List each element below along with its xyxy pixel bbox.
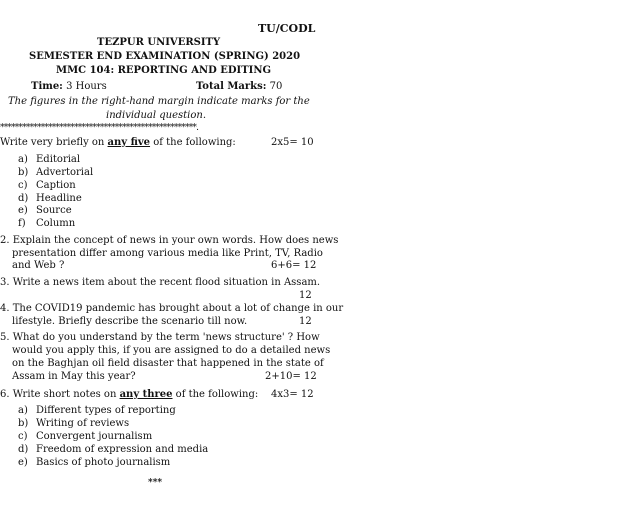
q4-line-2: lifestyle. Briefly describe the scenario till now.: [12, 316, 248, 327]
q4-marks: 12: [299, 316, 312, 327]
q6-item-text: Writing of reviews: [36, 418, 130, 429]
q1-item: d): [18, 193, 29, 204]
time-info: [31, 81, 107, 92]
q1-item: c): [18, 180, 28, 191]
q1-item-text: Editorial: [36, 154, 81, 165]
q2-line-3: and Web ?: [12, 260, 65, 271]
q3-marks: 12: [299, 290, 312, 301]
q5-line-1: 5. What do you understand by the term 'news structure' ? How: [0, 332, 320, 343]
q2-line-2: presentation differ among various media like Print, TV, Radio: [12, 248, 323, 259]
course-title: MMC 104: REPORTING AND EDITING: [56, 65, 272, 76]
q5-line-3: on the Baghjan oil field disaster that happened in the state of: [12, 358, 324, 369]
instruction-line-2: individual question.: [106, 110, 207, 121]
q6-item-text: Freedom of expression and media: [36, 444, 209, 455]
q1-item: f): [18, 218, 26, 229]
q6-item: c): [18, 431, 28, 442]
end-marker: ***: [148, 478, 163, 488]
q1-pre: Write very briefly on: [0, 137, 108, 148]
time-label: Time:: [31, 81, 63, 92]
time-value: 3 Hours: [66, 81, 107, 92]
exam-title: SEMESTER END EXAMINATION (SPRING) 2020: [29, 51, 301, 62]
question-6: [0, 389, 258, 400]
university-name: TEZPUR UNIVERSITY: [97, 37, 221, 48]
q6-post: of the following:: [172, 389, 259, 400]
q1-emphasis: any five: [107, 137, 151, 148]
q6-emphasis: any three: [119, 389, 173, 400]
q4-line-1: 4. The COVID19 pandemic has brought about a lot of change in our: [0, 303, 344, 314]
q1-item: e): [18, 205, 28, 216]
q6-marks: 4x3= 12: [271, 389, 314, 400]
total-marks-value: 70: [269, 81, 283, 92]
question-1: [0, 137, 236, 148]
q3-line-1: 3. Write a news item about the recent flood situation in Assam.: [0, 277, 321, 288]
q5-marks: 2+10= 12: [265, 371, 317, 382]
q1-item-text: Headline: [36, 193, 82, 204]
q6-item-text: Different types of reporting: [36, 405, 176, 416]
q6-item-text: Basics of photo journalism: [36, 457, 171, 468]
q6-item-text: Convergent journalism: [36, 431, 153, 442]
q1-item-text: Advertorial: [36, 167, 94, 178]
q1-item: a): [18, 154, 28, 165]
q1-post: of the following:: [150, 137, 236, 148]
q6-item: e): [18, 457, 28, 468]
q5-line-2: would you apply this, if you are assigned to do a detailed news: [12, 345, 331, 356]
q5-line-4: Assam in May this year?: [12, 371, 136, 382]
instruction-line-1: The figures in the right-hand margin indicate marks for the: [8, 96, 310, 107]
q1-marks: 2x5= 10: [271, 137, 314, 148]
q1-item-text: Column: [36, 218, 76, 229]
total-marks-info: [196, 81, 282, 92]
separator-stars: *****************************************************.: [0, 123, 199, 133]
q6-item: a): [18, 405, 28, 416]
q2-marks: 6+6= 12: [271, 260, 317, 271]
total-marks-label: Total Marks:: [196, 81, 267, 92]
q1-item: b): [18, 167, 29, 178]
q1-item-text: Caption: [36, 180, 76, 191]
q1-item-text: Source: [36, 205, 72, 216]
q6-item: b): [18, 418, 29, 429]
q2-line-1: 2. Explain the concept of news in your own words. How does news: [0, 235, 339, 246]
document-code: TU/CODL: [258, 22, 316, 35]
q6-item: d): [18, 444, 29, 455]
q6-pre: 6. Write short notes on: [0, 389, 120, 400]
